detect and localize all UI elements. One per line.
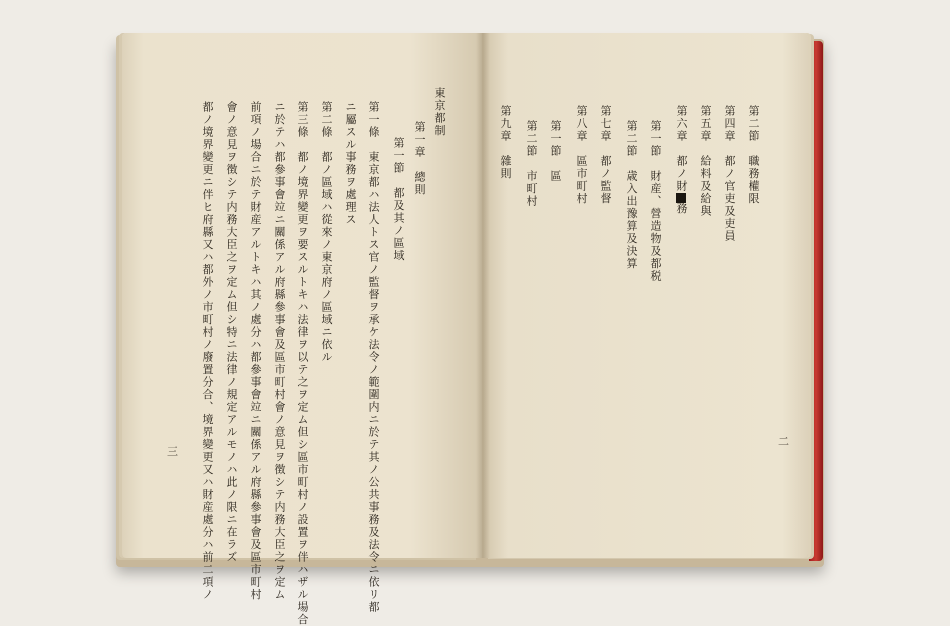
toc-entry: 第二節 歳入出豫算及決算 (625, 120, 638, 270)
toc-entry: 第二節 市町村 (525, 120, 538, 208)
page-number-right: 二 (778, 435, 789, 448)
section-heading: 第一節 都及其ノ區域 (392, 137, 405, 262)
toc-entry-text: 第六章 都ノ財 (675, 105, 688, 193)
article-line: 第一條 東京都ハ法人トス官ノ監督ヲ承ケ法令ノ範圍内ニ於テ其ノ公共事務及法令ニ依リ都 (367, 101, 380, 614)
toc-entry: 第五章 給料及給與 (699, 105, 712, 218)
article-line: 第三條 都ノ境界變更ヲ要スルトキハ法律ヲ以テ之ヲ定ム但シ區市町村ノ設置ヲ伴ハザル場合 (296, 101, 309, 626)
document-title: 東京都制 (433, 87, 446, 137)
toc-entry-chapter-6 (676, 105, 687, 215)
toc-entry-tail: 務 (675, 202, 688, 215)
toc-entry: 第四章 都ノ官吏及吏員 (723, 105, 736, 243)
open-book (112, 25, 832, 626)
page-number-left: 三 (167, 445, 178, 458)
toc-entry: 第九章 雜則 (499, 105, 512, 180)
article-line: 第二條 都ノ區域ハ從來ノ東京府ノ區域ニ依ル (320, 101, 333, 364)
toc-entry: 第一節 財産、營造物及都税 (649, 120, 662, 283)
article-line: ニ屬スル事務ヲ處理ス (344, 101, 357, 226)
book-gutter (476, 33, 490, 558)
toc-entry: 第二節 職務權限 (747, 105, 760, 205)
article-line: 前項ノ場合ニ於テ財産アルトキハ其ノ處分ハ都參事會竝ニ關係アル府縣參事會及區市町村 (249, 101, 262, 601)
article-line: 會ノ意見ヲ徴シテ内務大臣之ヲ定ム但シ特ニ法律ノ規定アルモノハ此ノ限ニ在ラズ (225, 101, 238, 564)
chapter-heading: 第一章 總則 (413, 121, 426, 196)
toc-entry: 第八章 區市町村 (575, 105, 588, 205)
toc-entry: 第七章 都ノ監督 (599, 105, 612, 205)
article-line: ニ於テハ都參事會竝ニ關係アル府縣參事會及區市町村會ノ意見ヲ徴シテ内務大臣之ヲ定ム (273, 101, 286, 601)
toc-entry: 第一節 區 (549, 120, 562, 183)
red-page-edge (809, 41, 823, 561)
article-line: 都ノ境界變更ニ伴ヒ府縣又ハ都外ノ市町村ノ廢置分合、境界變更又ハ財産處分ハ前二項ノ (201, 101, 214, 601)
redaction-block (676, 193, 686, 203)
